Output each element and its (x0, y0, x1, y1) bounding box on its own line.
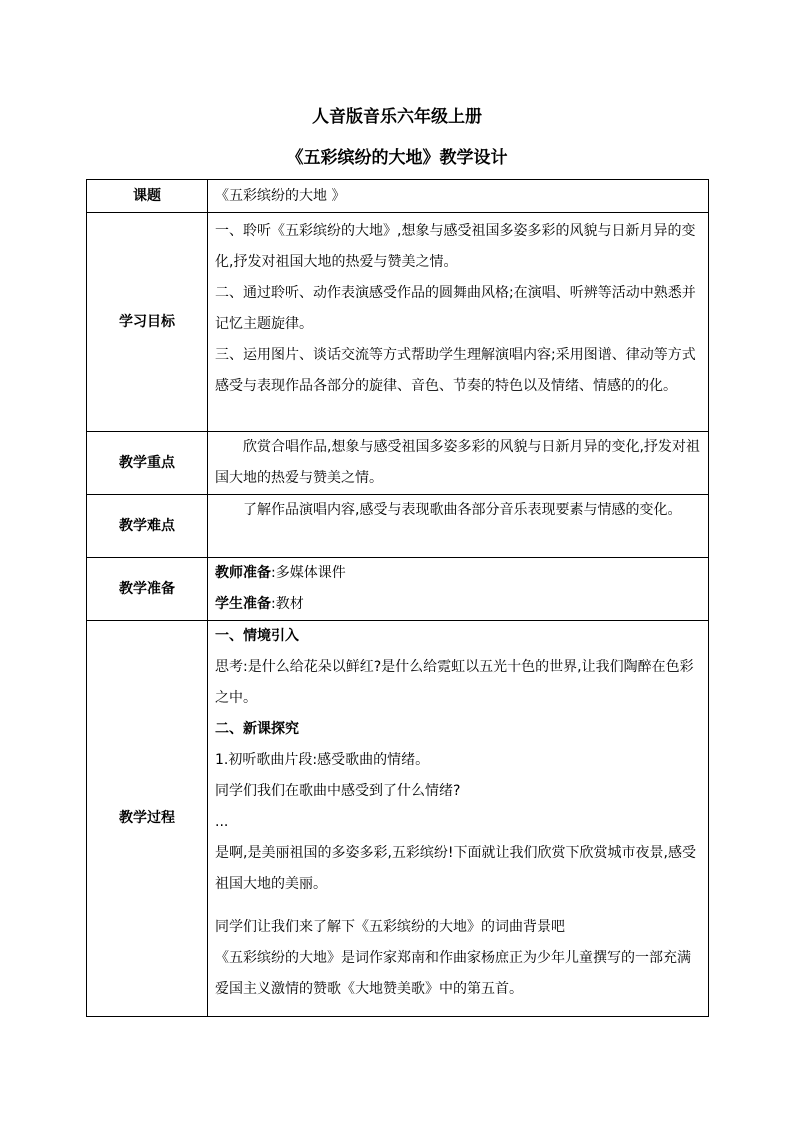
difficulties-content (208, 495, 709, 558)
lesson-plan-table (86, 179, 709, 1017)
topic-value: 《五彩缤纷的大地 》 (208, 180, 709, 213)
student-preparation-value: :教材 (271, 596, 304, 612)
spacer (215, 900, 702, 912)
section-title: 二、新课探究 (215, 721, 299, 737)
label-process: 教学过程 (87, 621, 208, 1017)
preparation-content (208, 558, 709, 621)
answer-text: 是啊,是美丽祖国的多姿多彩,五彩缤纷!下面就让我们欣赏下欣赏城市夜景,感受祖国大地的美丽。 (215, 845, 696, 892)
background-text: 《五彩缤纷的大地》是词作家郑南和作曲家杨庶正为少年儿童撰写的一部充满爱国主义激情的赞歌《大地赞美歌》中的第五首。 (215, 950, 691, 997)
student-preparation (215, 589, 702, 620)
difficulties-text: 了解作品演唱内容,感受与表现歌曲各部分音乐表现要素与情感的变化。 (243, 502, 682, 518)
row-topic (87, 180, 709, 213)
row-key-points (87, 432, 709, 495)
row-objectives (87, 213, 709, 432)
key-points-text: 欣赏合唱作品,想象与感受祖国多姿多彩的风貌与日新月异的变化,抒发对祖国大地的热爱与赞美之情。 (215, 439, 700, 486)
label-topic: 课题 (87, 180, 208, 213)
student-preparation-label: 学生准备 (215, 596, 271, 612)
objective-item: 三、运用图片、谈话交流等方式帮助学生理解演唱内容;采用图谱、律动等方式感受与表现作品各部分的旋律、音色、节奏的特色以及情绪、情感的的化。 (215, 347, 696, 394)
step-text: 1.初听歌曲片段:感受歌曲的情绪。 (215, 752, 430, 768)
process-content (208, 621, 709, 1017)
label-key-points: 教学重点 (87, 432, 208, 495)
document-title: 人音版音乐六年级上册 (312, 107, 482, 127)
objectives-content (208, 213, 709, 432)
question-text: 同学们我们在歌曲中感受到了什么情绪? (215, 783, 461, 799)
ellipsis-text: ... (215, 814, 229, 830)
objective-item: 一、聆听《五彩缤纷的大地》,想象与感受祖国多姿多彩的风貌与日新月异的变化,抒发对祖国大地的热爱与赞美之情。 (215, 223, 696, 270)
key-points-content (208, 432, 709, 495)
teacher-preparation (215, 558, 702, 589)
section-title: 一、情境引入 (215, 628, 299, 644)
teacher-preparation-label: 教师准备 (215, 565, 271, 581)
document-subtitle: 《五彩缤纷的大地》教学设计 (286, 148, 508, 168)
row-process (87, 621, 709, 1017)
label-difficulties: 教学难点 (87, 495, 208, 558)
label-objectives: 学习目标 (87, 213, 208, 432)
label-preparation: 教学准备 (87, 558, 208, 621)
teacher-preparation-value: :多媒体课件 (271, 565, 346, 581)
objective-item: 二、通过聆听、动作表演感受作品的圆舞曲风格;在演唱、听辨等活动中熟悉并记忆主题旋律。 (215, 285, 696, 332)
row-preparation (87, 558, 709, 621)
background-intro: 同学们让我们来了解下《五彩缤纷的大地》的词曲背景吧 (215, 919, 565, 935)
section-text: 思考:是什么给花朵以鲜红?是什么给霓虹以五光十色的世界,让我们陶醉在色彩之中。 (215, 659, 694, 706)
row-difficulties (87, 495, 709, 558)
